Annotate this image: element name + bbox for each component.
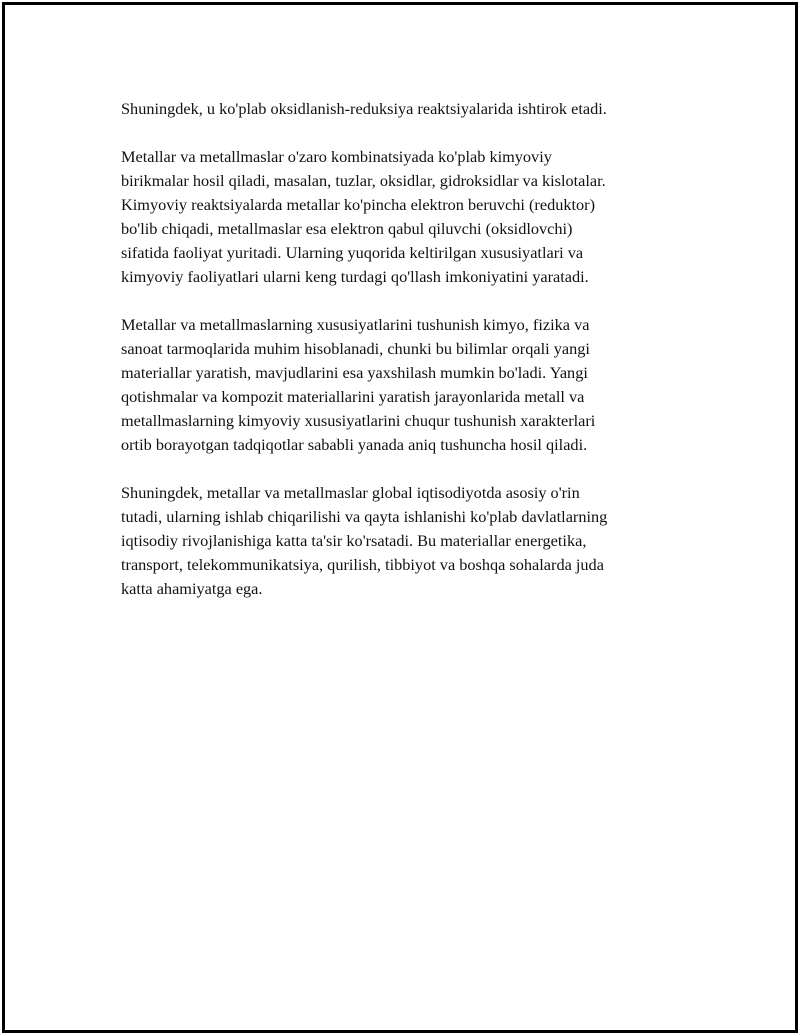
paragraph-2: Metallar va metallmaslar o'zaro kombinatsiyada ko'plab kimyoviy birikmalar hosil qiladi, masalan, tuzlar, oksidlar, gidroksidlar va kislotalar. Kimyoviy reaktsiyalarda metallar ko'pincha elektron beruvchi (reduktor) bo'lib chiqadi, metallmaslar esa elektron qabul qiluvchi (oksidlovchi) sifatida faoliyat yuritadi. Ularning yuqorida keltirilgan xususiyatlari va kimyoviy faoliyatlari ularni keng turdagi qo'llash imkoniyatini yaratadi. <box>121 147 606 286</box>
page-frame <box>2 2 798 1033</box>
document-body <box>121 97 701 625</box>
paragraph-3: Metallar va metallmaslarning xususiyatlarini tushunish kimyo, fizika va sanoat tarmoqlarida muhim hisoblanadi, chunki bu bilimlar orqali yangi materiallar yaratish, mavjudlarini esa yaxshilash mumkin bo'ladi. Yangi qotishmalar va kompozit materiallarini yaratish jarayonlarida metall va metallmaslarning kimyoviy xususiyatlarini chuqur tushunish xarakterlari ortib borayotgan tadqiqotlar sababli yanada aniq tushuncha hosil qiladi. <box>121 315 596 454</box>
paragraph-4: Shuningdek, metallar va metallmaslar global iqtisodiyotda asosiy o'rin tutadi, ularning ishlab chiqarilishi va qayta ishlanishi ko'plab davlatlarning iqtisodiy rivojlanishiga katta ta'sir ko'rsatadi. Bu materiallar energetika, transport, telekommunikatsiya, qurilish, tibbiyot va boshqa sohalarda juda katta ahamiyatga ega. <box>121 483 608 598</box>
paragraph-1: Shuningdek, u ko'plab oksidlanish-reduksiya reaktsiyalarida ishtirok etadi. <box>121 99 607 118</box>
